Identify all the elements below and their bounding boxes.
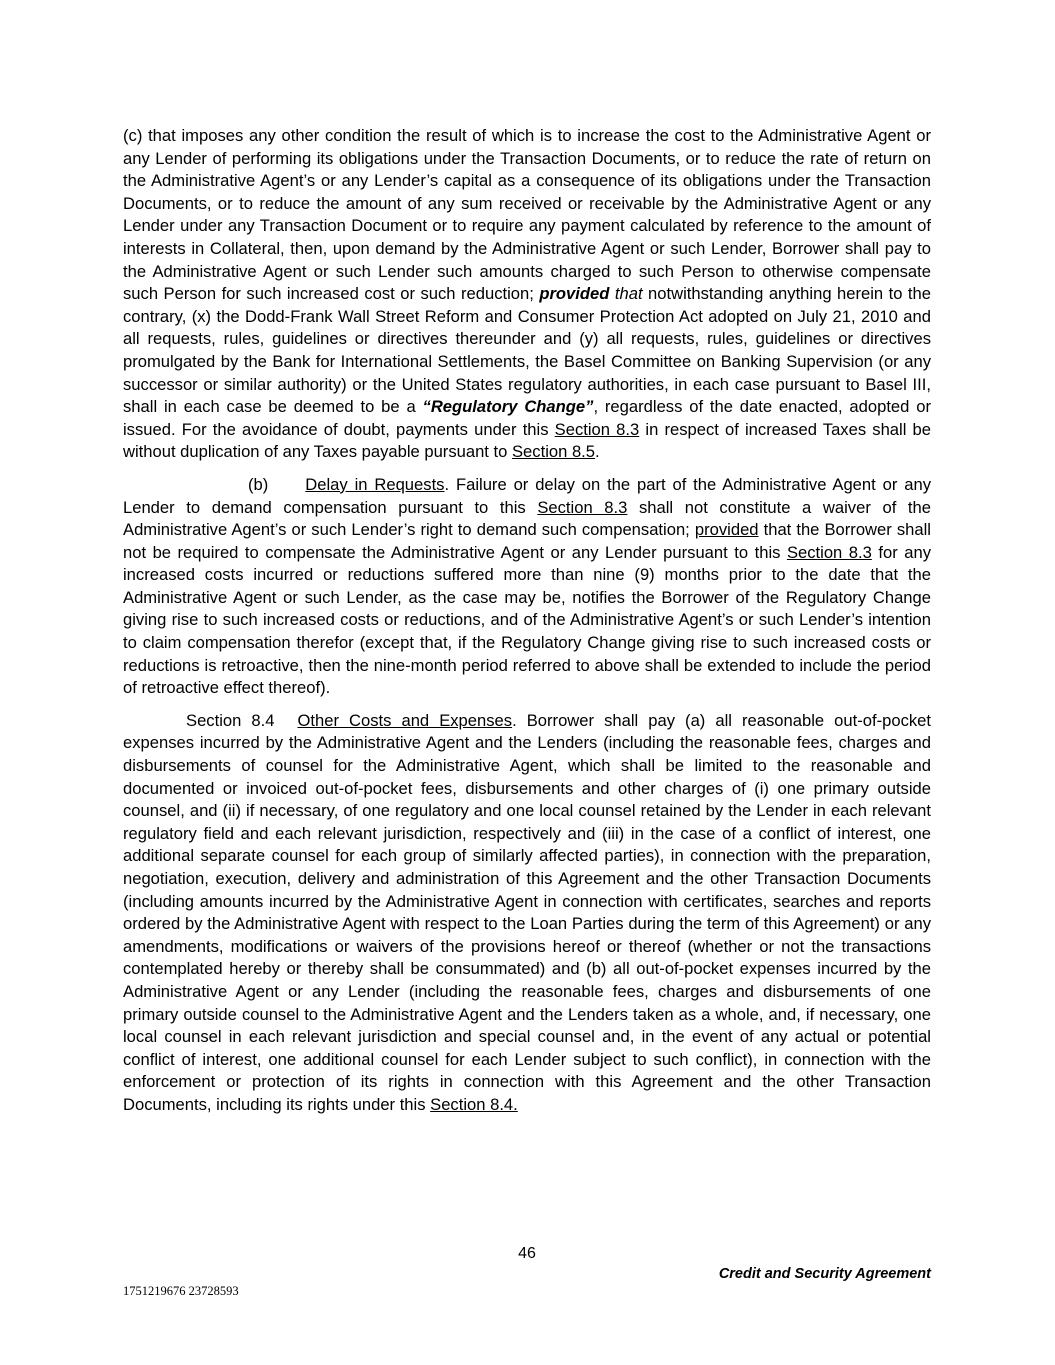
text-run: . Borrower shall pay (a) all reasonable out-of-pocket expenses incurred by the Administrative Agent and the Lenders (including the reasonable fees, charges and disbursements of counsel for the Administrative Agent, which shall be limited to the reasonable and documented or invoiced out-of-pocket fees, disbursements and other charges of (i) one primary outside counsel, and (ii) if necessary, of one regulatory and one local counsel retained by the Lender in each relevant regulatory field and each relevant jurisdiction, respectively and (iii) in the case of a conflict of interest, one additional separate counsel for each group of similarly affected parties), in connection with the preparation, negotiation, execution, delivery and administration of this Agreement and the other Transaction Documents (including amounts incurred by the Administrative Agent in connection with certificates, searches and reports ordered by the Administrative Agent with respect to the Loan Parties during the term of this Agreement) or any amendments, modifications or waivers of the provisions hereof or thereof (whether or not the transactions contemplated hereby or thereby shall be consummated) and (b) all out-of-pocket expenses incurred by the Administrative Agent or any Lender (including the reasonable fees, charges and disbursements of one primary outside counsel to the Administrative Agent and the Lenders taken as a whole, and, if necessary, one local counsel in each relevant jurisdiction and special counsel and, in the event of any actual or potential conflict of interest, one additional counsel for each Lender subject to such conflict), in connection with the enforcement or protection of its rights in connection with this Agreement and the other Transaction Documents, including its rights under this bbox=[123, 710, 932, 1114]
text-run: that the Borrower shall not be required to compensate the Administrative Agent or any Lender pursuant to this bbox=[123, 520, 931, 562]
defined-term-regulatory-change: “Regulatory Change” bbox=[422, 397, 594, 417]
text-run: in respect of increased Taxes shall be without duplication of any Taxes payable pursuant to bbox=[123, 419, 931, 462]
text-run: for any increased costs incurred or reductions suffered more than nine (9) months prior to the date that the Administrative Agent or such Lender, as the case may be, notifies the Borrower of the Regulatory Change giving rise to such increased costs or reductions, and of the Administrative Agent’s or such Lender’s intention to claim compensation therefor (except that, if the Regulatory Change giving rise to such increased costs or reductions is retroactive, then the nine-month period referred to above shall be extended to include the period of retroactive effect thereof). bbox=[123, 542, 931, 698]
text-run: . bbox=[595, 442, 600, 462]
paragraph-clause-b-delay-in-requests bbox=[123, 474, 931, 700]
paragraph-section-8-4-other-costs bbox=[123, 710, 931, 1117]
section-ref-8-5: Section 8.5 bbox=[511, 442, 596, 462]
text-run: notwithstanding anything herein to the contrary, (x) the Dodd-Frank Wall Street Reform and Consumer Protection Act adopted on July 21, 2010 and all requests, rules, guidelines or directives thereunder and (y) all requests, rules, guidelines or directives promulgated by the Bank for International Settlements, the Basel Committee on Banking Supervision (or any successor or similar authority) or the United States regulatory authorities, in each case pursuant to Basel III, shall in each case be deemed to be a bbox=[123, 284, 931, 417]
text-run: . Failure or delay on the part of the Administrative Agent or any Lender to demand compensation pursuant to this bbox=[123, 474, 931, 517]
heading-other-costs-and-expenses: Other Costs and Expenses bbox=[297, 710, 513, 730]
page-body bbox=[123, 125, 931, 1127]
text-run: that bbox=[609, 284, 643, 304]
proviso-keyword: provided bbox=[539, 284, 610, 304]
text-run: , regardless of the date enacted, adopted or issued. For the avoidance of doubt, payments under this bbox=[123, 397, 931, 439]
heading-delay-in-requests: Delay in Requests bbox=[305, 474, 445, 494]
section-ref-8-3: Section 8.3 bbox=[554, 419, 640, 439]
footer-document-id: 1751219676 23728593 bbox=[123, 1284, 239, 1298]
text-run: (c) that imposes any other condition the result of which is to increase the cost to the Administrative Agent or any Lender of performing its obligations under the Transaction Documents, or to reduce the rate of return on the Administrative Agent’s or any Lender’s capital as a consequence of its obligations under the Transaction Documents, or to reduce the amount of any sum received or receivable by the Administrative Agent or any Lender under any Transaction Document or to require any payment calculated by reference to the amount of interests in Collateral, then, upon demand by the Administrative Agent or such Lender, Borrower shall pay to the Administrative Agent or such Lender such amounts charged to such Person to otherwise compensate such Person for such increased cost or such reduction; bbox=[123, 126, 931, 304]
paragraph-clause-c bbox=[123, 125, 931, 464]
footer-document-title: Credit and Security Agreement bbox=[718, 1266, 931, 1282]
section-number: Section 8.4 bbox=[186, 710, 275, 730]
section-ref-8-3: Section 8.3 bbox=[537, 497, 628, 517]
section-ref-8-4: Section 8.4. bbox=[430, 1094, 518, 1114]
section-ref-8-3: Section 8.3 bbox=[786, 542, 872, 562]
clause-letter: (b) bbox=[248, 474, 269, 494]
page-number: 46 bbox=[518, 1245, 536, 1262]
text-run: shall not constitute a waiver of the Administrative Agent’s or such Lender’s right to demand such compensation; bbox=[123, 497, 931, 540]
proviso-keyword: provided bbox=[694, 520, 759, 540]
